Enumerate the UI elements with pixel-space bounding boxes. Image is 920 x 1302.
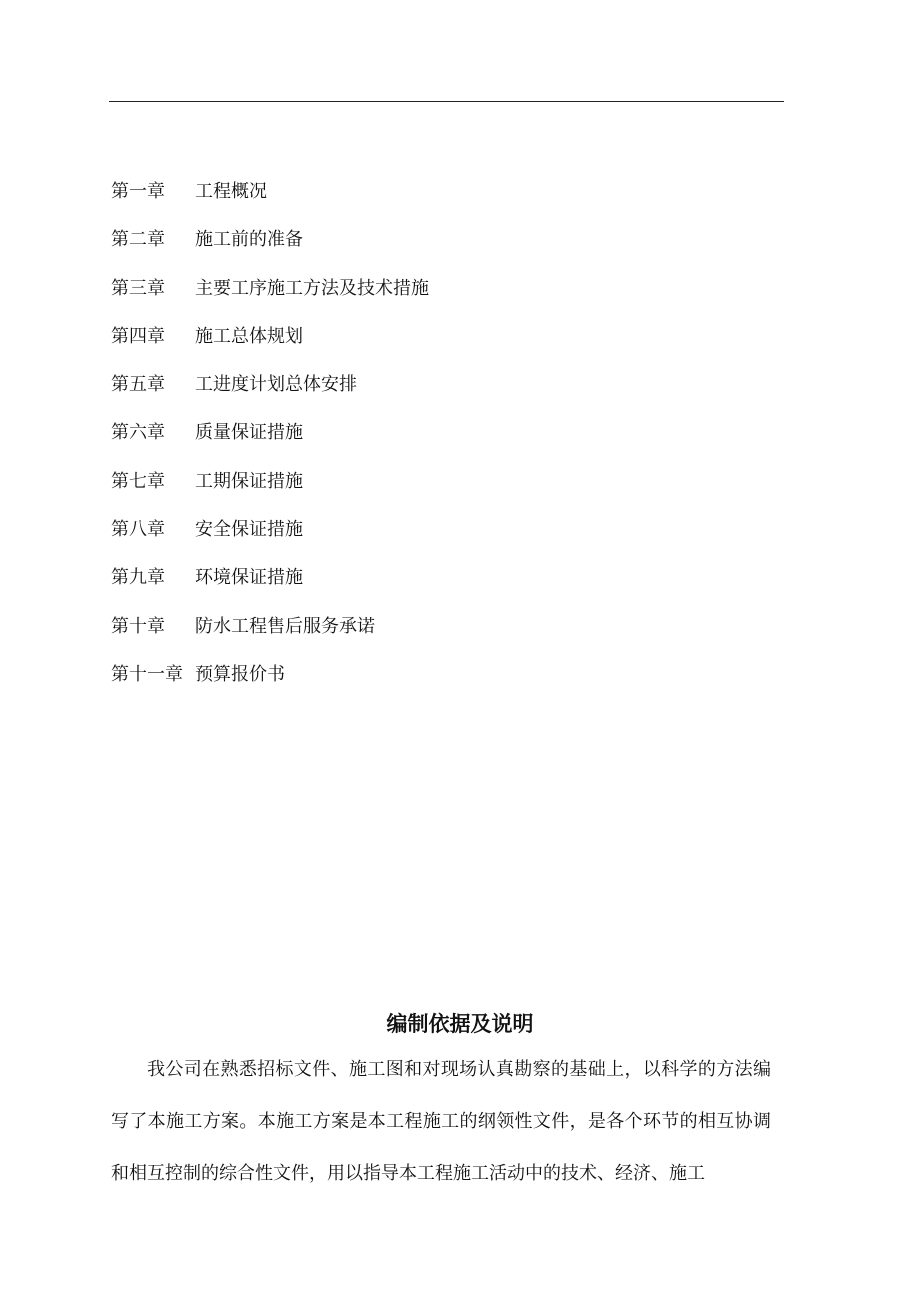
toc-chapter-title: 安全保证措施 — [195, 519, 303, 541]
toc-chapter-title: 预算报价书 — [195, 663, 285, 685]
toc-chapter-label: 第八章 — [111, 519, 165, 541]
toc-chapter-title: 工进度计划总体安排 — [195, 374, 357, 396]
toc-chapter-label: 第二章 — [111, 229, 165, 251]
toc-chapter-label: 第十一章 — [111, 663, 183, 685]
toc-chapter-label: 第五章 — [111, 374, 165, 396]
toc-chapter-label: 第四章 — [111, 325, 165, 347]
toc-chapter-label: 第十章 — [111, 615, 165, 637]
toc-chapter-title: 工程概况 — [195, 181, 267, 202]
toc-item-7 — [111, 468, 429, 516]
toc-item-4 — [111, 323, 429, 371]
toc-item-5 — [111, 371, 429, 419]
body-paragraph: 我公司在熟悉招标文件、施工图和对现场认真勘察的基础上，以科学的方法编写了本施工方案。本施工方案是本工程施工的纲领性文件，是各个环节的相互协调和相互控制的综合性文件，用以指导本工程施工活动中的技术、经济、施工 — [111, 1059, 771, 1184]
table-of-contents — [111, 178, 429, 709]
toc-item-8 — [111, 516, 429, 564]
toc-chapter-label: 第七章 — [111, 470, 165, 492]
toc-chapter-title: 施工前的准备 — [195, 229, 303, 251]
toc-chapter-label: 第九章 — [111, 567, 165, 589]
toc-item-11 — [111, 661, 429, 709]
section-title: 编制依据及说明 — [386, 1012, 534, 1036]
toc-item-3 — [111, 275, 429, 323]
toc-item-1 — [111, 178, 429, 226]
toc-item-6 — [111, 419, 429, 467]
toc-chapter-title: 环境保证措施 — [195, 567, 303, 589]
toc-item-9 — [111, 564, 429, 612]
toc-item-2 — [111, 226, 429, 274]
toc-chapter-title: 防水工程售后服务承诺 — [195, 615, 375, 637]
toc-item-10 — [111, 613, 429, 661]
toc-chapter-title: 质量保证措施 — [195, 422, 303, 444]
header-rule — [109, 101, 784, 102]
toc-chapter-label: 第一章 — [111, 181, 165, 202]
toc-chapter-label: 第六章 — [111, 422, 165, 444]
toc-chapter-label: 第三章 — [111, 277, 165, 299]
toc-chapter-title: 工期保证措施 — [195, 470, 303, 492]
toc-chapter-title: 主要工序施工方法及技术措施 — [195, 277, 429, 299]
toc-chapter-title: 施工总体规划 — [195, 325, 303, 347]
